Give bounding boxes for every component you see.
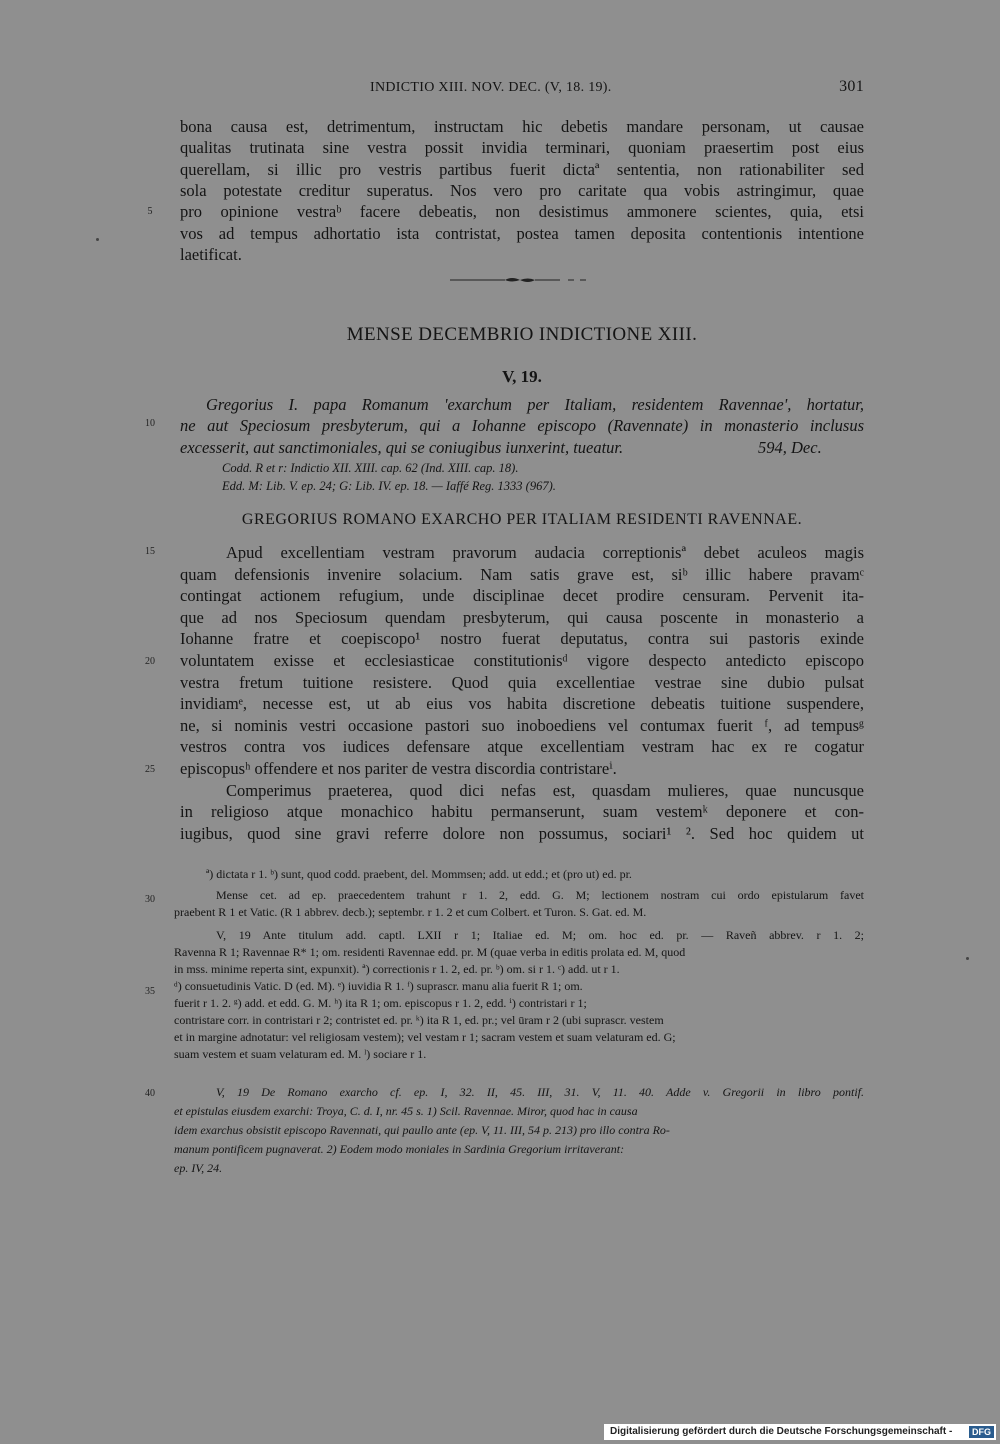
text-line: episcopusʰ offendere et nos pariter de vestra discordia contristareⁱ. bbox=[180, 759, 617, 778]
margin-line-number: 10 bbox=[145, 418, 155, 429]
note-line: fuerit r 1. 2. ᵍ) add. et edd. G. M. ʰ) ita R 1; om. episcopus r 1. 2, edd. ⁱ) contristari r 1; bbox=[174, 996, 587, 1010]
text-line: sola potestate creditur superatus. Nos vero pro caritate qua vobis astringimur, quae bbox=[180, 180, 864, 200]
summary-line: excesserit, aut sanctimoniales, qui se coniugibus iunxerint, tueatur. bbox=[180, 437, 624, 457]
text-line: invidiamᵉ, necesse est, ut ab eius vos habita discretione debeatis tuitione suspendere, bbox=[180, 694, 864, 714]
note-line: et in margine adnotatur: vel religiosam vestem); vel vestam r 1; sacram vestem et suam velaturam ed. G; bbox=[174, 1030, 676, 1044]
text-line: vestros contra vos iudices defensare atque excellentiam vestram hac ex re cogatur bbox=[180, 737, 864, 757]
note-line: suam vestem et suam velaturam ed. M. ˡ) sociare r 1. bbox=[174, 1047, 427, 1061]
text-line: pro opinione vestraᵇ facere debeatis, non desistimus ammonere scientes, quia, etsi bbox=[180, 202, 864, 222]
margin-line-number: 30 bbox=[145, 894, 155, 905]
margin-line-number: 5 bbox=[147, 206, 153, 217]
margin-line-number: 40 bbox=[145, 1088, 155, 1099]
text-line: contingat actionem refugium, unde disciplinae decet prodire censuram. Pervenit ita- bbox=[180, 586, 864, 606]
text-line: que ad nos Speciosum quendam presbyterum, qui causa poscente in monasterio a bbox=[180, 607, 864, 627]
note-line: idem exarchus obsistit episcopo Ravennati, qui paullo ante (ep. V, 11. III, 54 p. 213) pro illo contra Ro- bbox=[174, 1123, 670, 1137]
text-line: ne, si nominis vestri occasione pastori suo inoboediens vel contumax fuerit ᶠ, ad tempusᵍ bbox=[180, 715, 864, 735]
letter-address: GREGORIUS ROMANO EXARCHO PER ITALIAM RESIDENTI RAVENNAE. bbox=[241, 511, 803, 528]
text-line: Apud excellentiam vestram pravorum audacia correptionisª debet aculeos magis bbox=[226, 543, 864, 562]
text-line: qualitas trutinata sine vestra possit invidia terminari, quoniam praesertim post eius bbox=[180, 138, 864, 158]
text-line: vos ad tempus adhortatio ista contristat, postea tamen deposita contentionis intentione bbox=[180, 223, 864, 243]
note-line: et epistulas eiusdem exarchi: Troya, C. d. I, nr. 45 s. 1) Scil. Ravennae. Miror, quod hac in causa bbox=[174, 1104, 638, 1118]
note-line: Mense cet. ad ep. praecedentem trahunt r 1. 2, edd. G. M; lectionem nostram cui ordo epistularum favet bbox=[216, 888, 864, 902]
text-line: iugibus, quod sine gravi referre dolore non possumus, sociari¹ ². Sed hoc quidem ut bbox=[180, 823, 864, 843]
digitization-footer bbox=[604, 1424, 996, 1440]
scan-speck bbox=[966, 957, 969, 960]
note-line: ep. IV, 24. bbox=[174, 1161, 223, 1175]
note-line: ᵈ) consuetudinis Vatic. D (ed. M). ᵉ) iuvidia R 1. ᶠ) suprascr. manu alia fuerit R 1; om. bbox=[174, 979, 583, 993]
scan-speck bbox=[96, 238, 99, 241]
source-line: Codd. R et r: Indictio XII. XIII. cap. 62 (Ind. XIII. cap. 18). bbox=[222, 461, 519, 475]
footer-text: Digitalisierung gefördert durch die Deutsche Forschungsgemeinschaft - bbox=[610, 1426, 953, 1437]
letter-number: V, 19. bbox=[502, 367, 542, 386]
ornament-divider bbox=[450, 275, 590, 285]
note-line: V, 19 De Romano exarcho cf. ep. I, 32. II, 45. III, 31. V, 11. 40. Adde v. Gregorii in libro pontif. bbox=[216, 1085, 864, 1099]
note-line: in mss. minime reperta sint, expunxit). ª) correctionis r 1. 2, ed. pr. ᵇ) om. si r 1. ᶜ) add. ut r 1. bbox=[174, 962, 620, 976]
margin-line-number: 25 bbox=[145, 764, 155, 775]
text-line: bona causa est, detrimentum, instructam hic debetis mandare personam, ut causae bbox=[180, 117, 864, 136]
dfg-logo: DFG bbox=[969, 1426, 994, 1438]
summary-line: Gregorius I. papa Romanum 'exarchum per Italiam, residentem Ravennae', hortatur, bbox=[206, 395, 864, 414]
margin-line-number: 35 bbox=[145, 986, 155, 997]
margin-line-number: 20 bbox=[145, 656, 155, 667]
source-line: Edd. M: Lib. V. ep. 24; G: Lib. IV. ep. 18. — Iaffé Reg. 1333 (967). bbox=[222, 479, 556, 493]
text-line: laetificat. bbox=[180, 244, 242, 264]
text-line: querellam, si illic pro vestris partibus fuerit dictaª sententia, non rationabiliter sed bbox=[180, 159, 864, 179]
margin-line-number: 15 bbox=[145, 546, 155, 557]
running-header bbox=[180, 80, 864, 100]
text-line: Comperimus praeterea, quod dici nefas est, quasdam mulieres, quae nuncusque bbox=[226, 780, 864, 800]
text-line: quam defensionis invenire solacium. Nam satis grave est, siᵇ illic habere pravamᶜ bbox=[180, 564, 864, 584]
text-line: vestra fretum tuitione resistere. Quod quia excellentiae vestrae sine dubio pulsat bbox=[180, 672, 864, 692]
summary-date: 594, Dec. bbox=[758, 437, 822, 457]
summary-line: ne aut Speciosum presbyterum, qui a Iohanne episcopo (Ravennate) in monasterio inclusus bbox=[180, 416, 864, 436]
section-title: MENSE DECEMBRIO INDICTIONE XIII. bbox=[346, 324, 698, 345]
note-line: ª) dictata r 1. ᵇ) sunt, quod codd. praebent, del. Mommsen; add. ut edd.; et (pro ut) ed. pr. bbox=[206, 867, 632, 881]
text-line: in religioso atque monachico habitu permanserunt, suam vestemᵏ deponere et con- bbox=[180, 802, 864, 822]
page-number: 301 bbox=[839, 78, 864, 95]
text-line: Iohanne fratre et coepiscopo¹ nostro fuerat deputatus, contra sui pastoris exinde bbox=[180, 629, 864, 649]
note-line: Ravenna R 1; Ravennae R* 1; om. residenti Ravennae edd. pr. M (quae verba in editis prolata ed. M, quod bbox=[174, 945, 686, 959]
running-title: INDICTIO XIII. NOV. DEC. (V, 18. 19). bbox=[370, 80, 612, 95]
note-line: contristare corr. in contristari r 2; contristet ed. pr. ᵏ) ita R 1, ed. pr.; vel ūram r 2 (ubi suprascr. vestem bbox=[174, 1013, 664, 1027]
note-line: manum pontificem pugnaverat. 2) Eodem modo moniales in Sardinia Gregorium irritaverant: bbox=[174, 1142, 625, 1156]
note-line: V, 19 Ante titulum add. captl. LXII r 1; Italiae ed. M; om. hoc ed. pr. — Raveñ abbrev. r 1. 2; bbox=[216, 928, 864, 942]
text-line: voluntatem exisse et ecclesiasticae constitutionisᵈ vigore despecto antedicto episcopo bbox=[180, 651, 864, 670]
note-line: praebent R 1 et Vatic. (R 1 abbrev. decb.); septembr. r 1. 2 et cum Colbert. et Turon. S. Gat. ed. M. bbox=[174, 905, 647, 919]
